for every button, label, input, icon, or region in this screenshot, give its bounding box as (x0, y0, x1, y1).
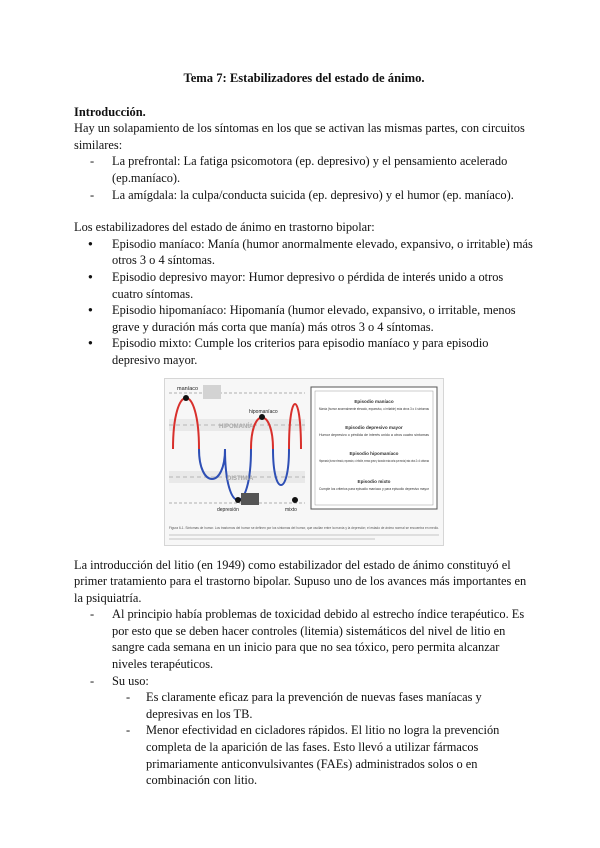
box-title: Episodio hipomaníaco (349, 450, 399, 456)
figure-caption: Figura 6-1. Síntomas de humor. Los trastornos del humor se definen por los síntomas del humor, que oscilan entre la manía y la depresión; el estado de ánimo normal se encuentra en medio. (169, 525, 439, 530)
box-text: Humor depresivo o pérdida de interés unido a otros cuatro síntomas (319, 432, 430, 437)
manic-figure-icon (203, 385, 221, 399)
depression-figure-icon (241, 493, 259, 505)
box-text: Manía (humor anormalmente elevado, expansivo, o irritable) más otros 3 o 4 síntomas (319, 406, 430, 411)
box-title: Episodio maníaco (354, 398, 394, 404)
list-item: - Menor efectividad en cicladores rápidos. El litio no logra la prevención completa de la aparición de las fases. Esto llevó a utilizar fármacos primariamente anticonvulsivantes (FAEs) administrados solos o en combinación con litio. (74, 722, 534, 788)
intro-list (74, 153, 534, 203)
distimia-label: DISTIMIA (227, 475, 254, 482)
list-item: - Al principio había problemas de toxicidad debido al estrecho índice terapéutico. Es por esto que se deben hacer controles (litemia) sistemáticos del nivel de litio en sangre cada semana en un inicio para que no sea tóxico, pero permita alcanzar niveles terapéuticos. (74, 606, 534, 672)
lithium-paragraph: La introducción del litio (en 1949) como estabilizador del estado de ánimo constituyó el primer tratamiento para el trastorno bipolar. Supuso uno de los avances más importantes en la psiquiatría. (74, 557, 527, 605)
list-item: - Es claramente eficaz para la prevención de nuevas fases maníacas y depresivas en los TB. (74, 689, 534, 722)
bipolar-paragraph: Los estabilizadores del estado de ánimo en trastorno bipolar: (74, 220, 375, 235)
mixto-label: mixto (285, 506, 297, 513)
mixed-dot (292, 497, 298, 503)
document-page (74, 70, 534, 789)
lithium-sublist (74, 689, 534, 789)
manic-dot (183, 395, 189, 401)
list-item: ● Episodio mixto: Cumple los criterios para episodio maníaco y para episodio depresivo mayor. (74, 335, 534, 368)
box-title: Episodio depresivo mayor (345, 424, 403, 430)
bipolar-list (74, 236, 534, 369)
hipomaniaco-label: hipomaníaco (249, 408, 278, 415)
list-item: - La prefrontal: La fatiga psicomotora (ep. depresivo) y el pensamiento acelerado (ep.maníaco). (74, 153, 534, 186)
page-title: Tema 7: Estabilizadores del estado de ánimo. (183, 71, 425, 85)
box-title: Episodio mixto (357, 478, 391, 484)
intro-heading: Introducción. (74, 104, 146, 119)
list-item: - La amígdala: la culpa/conducta suicida (ep. depresivo) y el humor (ep. maníaco). (74, 187, 534, 204)
mood-episodes-figure (164, 378, 444, 546)
list-item: ● Episodio hipomaníaco: Hipomanía (humor elevado, expansivo, o irritable, menos grave y duración más corta que manía) más otros 3 o 4 síntomas. (74, 302, 534, 335)
box-text: Hipomanía (humor elevado, expansivo, o irritable, menos grave y duración más corta que manía) más otros 3 o 4 síntomas (319, 458, 430, 463)
lithium-list (74, 606, 534, 689)
list-item: ● Episodio depresivo mayor: Humor depresivo o pérdida de interés unido a otros cuatro síntomas. (74, 269, 534, 302)
maniaco-label: maníaco (177, 385, 199, 392)
list-item-label: Su uso: (112, 673, 149, 688)
depresion-label: depresión (217, 506, 239, 513)
depression-dot (235, 497, 241, 503)
intro-paragraph: Hay un solapamiento de los síntomas en los que se activan las mismas partes, con circuitos similares: (74, 121, 525, 152)
hipomania-label: HIPOMANÍA (219, 423, 254, 430)
list-item (74, 673, 534, 690)
box-text: Cumple los criterios para episodio maníaco y para episodio depresivo mayor (319, 486, 430, 491)
list-item: ● Episodio maníaco: Manía (humor anormalmente elevado, expansivo, o irritable) más otros 3 o 4 síntomas. (74, 236, 534, 269)
